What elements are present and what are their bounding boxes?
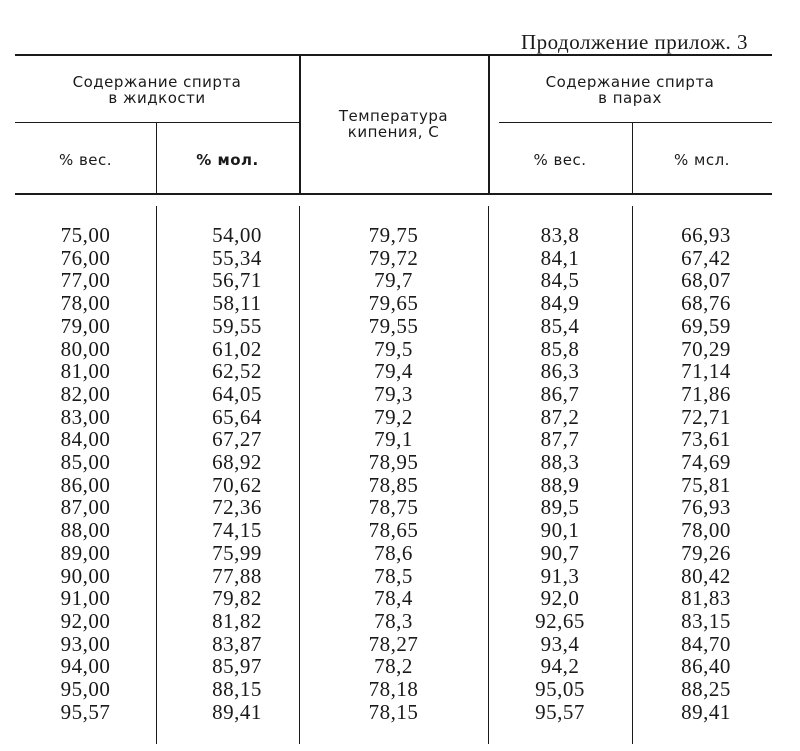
header-liquid-mol: % мол. xyxy=(196,151,259,169)
column-liquid-mol xyxy=(175,224,299,723)
table-caption: Продолжение прилож. 3 xyxy=(521,30,748,54)
table-cell: 69,59 xyxy=(681,313,731,338)
header-vapor-wt: % вес. xyxy=(533,151,587,169)
table-cell: 68,92 xyxy=(212,450,262,475)
table-cell: 78,65 xyxy=(368,518,419,543)
table-cell: 85,00 xyxy=(60,450,111,475)
table-cell: 93,00 xyxy=(60,631,111,656)
table-cell: 79,82 xyxy=(212,586,262,611)
table-cell: 88,3 xyxy=(540,450,580,475)
vapor-subheader-rule xyxy=(499,122,772,123)
table-cell: 61,02 xyxy=(212,336,262,361)
header-vapor-mol: % мсл. xyxy=(674,151,730,169)
table-cell: 81,82 xyxy=(212,608,262,633)
table-cell: 75,00 xyxy=(60,223,111,247)
table-cell: 86,7 xyxy=(540,381,580,406)
table-cell: 78,00 xyxy=(681,518,731,543)
table-cell: 85,97 xyxy=(212,654,262,679)
header-vapor-line1: Содержание спирта xyxy=(545,73,715,91)
table-cell: 78,85 xyxy=(368,472,419,497)
table-cell: 79,3 xyxy=(374,381,413,406)
table-cell: 55,34 xyxy=(212,245,262,270)
distillation-table xyxy=(15,54,772,744)
header-liquid-line1: Содержание спирта xyxy=(72,73,242,91)
table-cell: 79,4 xyxy=(374,359,413,384)
table-cell: 66,93 xyxy=(681,223,731,247)
table-cell: 79,72 xyxy=(368,245,419,270)
column-temperature xyxy=(299,224,488,723)
table-cell: 78,75 xyxy=(368,495,419,520)
body-divider-1 xyxy=(156,206,157,744)
table-cell: 86,3 xyxy=(540,359,580,384)
table-cell: 76,00 xyxy=(60,245,111,270)
table-cell: 86,00 xyxy=(60,472,111,497)
table-cell: 83,87 xyxy=(212,631,262,656)
table-cell: 91,3 xyxy=(540,563,580,588)
table-cell: 56,71 xyxy=(212,268,262,293)
body-divider-4 xyxy=(632,206,633,744)
header-temperature xyxy=(299,108,488,140)
table-cell: 78,15 xyxy=(368,699,419,724)
header-liquid-group xyxy=(15,74,299,106)
table-cell: 90,00 xyxy=(60,563,111,588)
table-cell: 95,05 xyxy=(535,677,585,702)
table-cell: 79,65 xyxy=(368,291,419,316)
column-vapor-mol xyxy=(640,224,772,723)
table-cell: 85,8 xyxy=(540,336,580,361)
table-cell: 78,27 xyxy=(368,631,419,656)
table-cell: 73,61 xyxy=(681,427,731,452)
table-cell: 54,00 xyxy=(212,223,262,247)
table-cell: 79,26 xyxy=(681,540,731,565)
table-cell: 78,00 xyxy=(60,291,111,316)
table-cell: 80,42 xyxy=(681,563,731,588)
table-cell: 68,07 xyxy=(681,268,731,293)
table-cell: 88,15 xyxy=(212,677,262,702)
table-cell: 81,83 xyxy=(681,586,731,611)
table-cell: 87,00 xyxy=(60,495,111,520)
header-temp-line2: кипения, С xyxy=(347,123,440,141)
table-cell: 59,55 xyxy=(212,313,262,338)
table-cell: 89,41 xyxy=(681,699,731,724)
table-cell: 95,57 xyxy=(60,699,111,724)
table-cell: 93,4 xyxy=(540,631,580,656)
table-cell: 92,0 xyxy=(540,586,580,611)
table-cell: 77,00 xyxy=(60,268,111,293)
table-cell: 84,70 xyxy=(681,631,731,656)
table-cell: 84,1 xyxy=(540,245,580,270)
table-cell: 79,2 xyxy=(374,404,413,429)
table-cell: 92,00 xyxy=(60,608,111,633)
table-cell: 88,25 xyxy=(681,677,731,702)
table-cell: 67,27 xyxy=(212,427,262,452)
table-cell: 90,1 xyxy=(540,518,580,543)
table-cell: 72,71 xyxy=(681,404,731,429)
table-cell: 71,86 xyxy=(681,381,731,406)
table-cell: 84,9 xyxy=(540,291,580,316)
header-bottom-rule xyxy=(15,193,772,195)
table-cell: 78,18 xyxy=(368,677,419,702)
table-cell: 70,62 xyxy=(212,472,262,497)
top-rule xyxy=(15,54,772,56)
header-liquid-wt: % вес. xyxy=(58,151,113,169)
table-cell: 64,05 xyxy=(212,381,262,406)
table-cell: 91,00 xyxy=(60,586,111,611)
table-cell: 78,6 xyxy=(374,540,413,565)
table-cell: 78,2 xyxy=(374,654,413,679)
table-cell: 79,7 xyxy=(374,268,413,293)
table-cell: 74,69 xyxy=(681,450,731,475)
table-cell: 83,8 xyxy=(540,223,580,247)
table-cell: 77,88 xyxy=(212,563,262,588)
table-cell: 79,75 xyxy=(368,223,419,247)
header-vapor-group xyxy=(488,74,772,106)
table-cell: 62,52 xyxy=(212,359,262,384)
column-liquid-wt xyxy=(15,224,156,723)
table-cell: 78,4 xyxy=(374,586,413,611)
table-cell: 65,64 xyxy=(212,404,262,429)
table-cell: 72,36 xyxy=(212,495,262,520)
table-cell: 68,76 xyxy=(681,291,731,316)
table-cell: 92,65 xyxy=(535,608,585,633)
table-cell: 88,9 xyxy=(540,472,580,497)
table-cell: 78,3 xyxy=(374,608,413,633)
table-cell: 87,2 xyxy=(540,404,580,429)
table-cell: 84,5 xyxy=(540,268,580,293)
table-cell: 76,93 xyxy=(681,495,731,520)
table-cell: 94,2 xyxy=(540,654,580,679)
table-cell: 79,55 xyxy=(368,313,419,338)
table-cell: 87,7 xyxy=(540,427,580,452)
column-vapor-wt xyxy=(488,224,632,723)
table-cell: 83,00 xyxy=(60,404,111,429)
table-cell: 79,00 xyxy=(60,313,111,338)
table-cell: 85,4 xyxy=(540,313,580,338)
table-cell: 94,00 xyxy=(60,654,111,679)
table-cell: 95,57 xyxy=(535,699,585,724)
table-cell: 78,5 xyxy=(374,563,413,588)
table-cell: 71,14 xyxy=(681,359,731,384)
table-cell: 70,29 xyxy=(681,336,731,361)
table-cell: 80,00 xyxy=(60,336,111,361)
table-cell: 79,5 xyxy=(374,336,413,361)
table-cell: 89,41 xyxy=(212,699,262,724)
header-vapor-line2: в парах xyxy=(598,89,662,107)
table-cell: 79,1 xyxy=(374,427,413,452)
table-cell: 84,00 xyxy=(60,427,111,452)
liquid-subheader-rule xyxy=(15,122,299,123)
table-cell: 89,5 xyxy=(540,495,580,520)
table-cell: 89,00 xyxy=(60,540,111,565)
header-temp-line1: Температура xyxy=(338,107,449,125)
table-cell: 83,15 xyxy=(681,608,731,633)
table-cell: 75,81 xyxy=(681,472,731,497)
table-cell: 67,42 xyxy=(681,245,731,270)
table-cell: 81,00 xyxy=(60,359,111,384)
table-cell: 58,11 xyxy=(212,291,262,316)
table-cell: 90,7 xyxy=(540,540,580,565)
table-cell: 95,00 xyxy=(60,677,111,702)
table-cell: 74,15 xyxy=(212,518,262,543)
table-cell: 75,99 xyxy=(212,540,262,565)
table-cell: 82,00 xyxy=(60,381,111,406)
table-cell: 88,00 xyxy=(60,518,111,543)
header-liquid-line2: в жидкости xyxy=(108,89,206,107)
table-cell: 78,95 xyxy=(368,450,419,475)
table-cell: 86,40 xyxy=(681,654,731,679)
